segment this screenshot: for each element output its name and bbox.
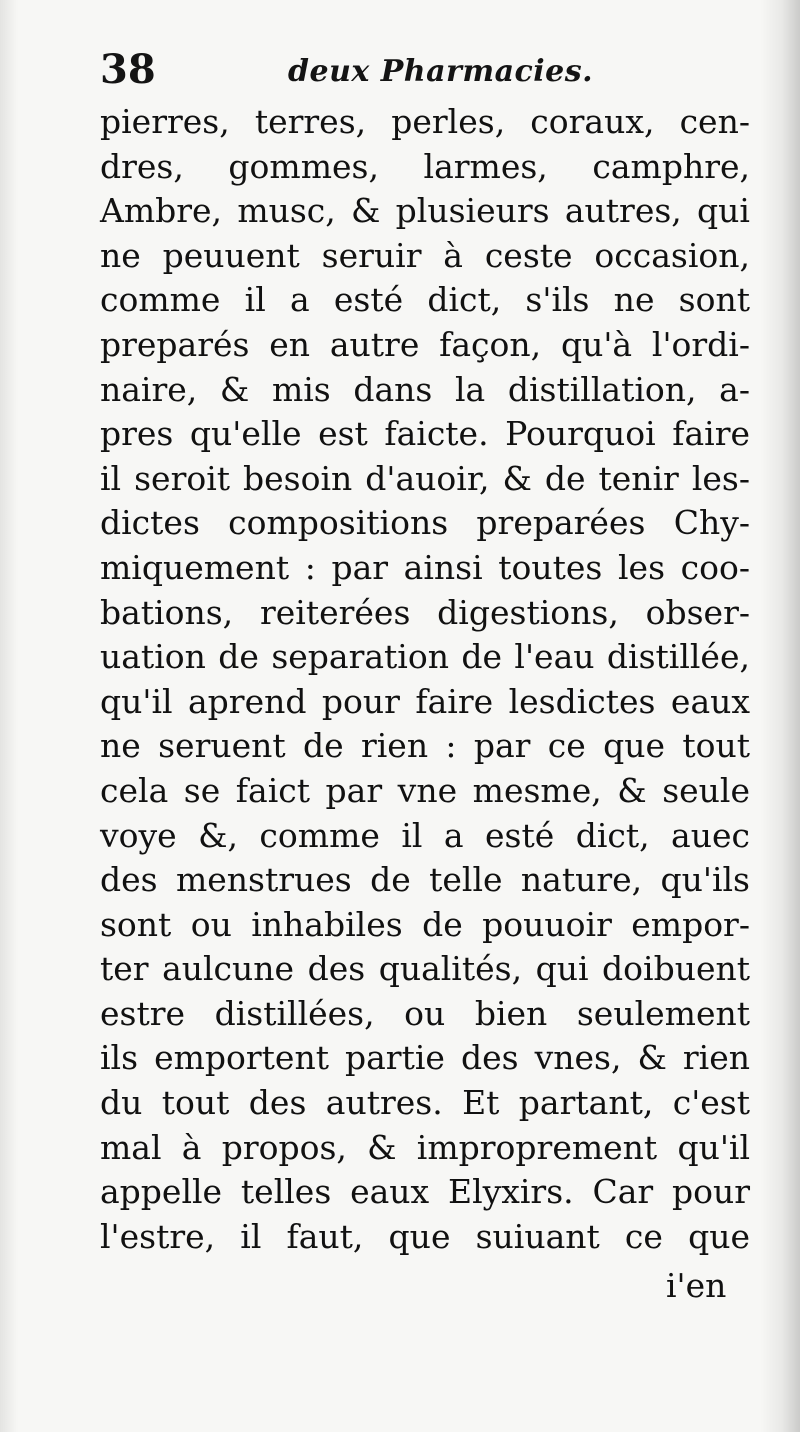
text-line: des menstrues de telle nature, qu'ils [100, 860, 750, 900]
text-line: dres, gommes, larmes, camphre, [100, 146, 750, 186]
text-line: il seroit besoin d'auoir, & de tenir les- [100, 458, 750, 498]
running-head: deux Pharmacies. [288, 54, 594, 89]
text-line: ils emportent partie des vnes, & rien [100, 1038, 750, 1078]
text-line: ter aulcune des qualités, qui doibuent [100, 949, 750, 989]
text-line: sont ou inhabiles de pouuoir empor- [100, 904, 750, 944]
text-line: uation de separation de l'eau distillée, [100, 637, 750, 677]
text-line: appelle telles eaux Elyxirs. Car pour [100, 1172, 750, 1212]
text-line: estre distillées, ou bien seulement [100, 993, 750, 1033]
text-line: ne seruent de rien : par ce que tout [100, 726, 750, 766]
text-line: voye &, comme il a esté dict, auec [100, 815, 750, 855]
text-line: qu'il aprend pour faire lesdictes eaux [100, 681, 750, 721]
text-line: ne peuuent seruir à ceste occasion, [100, 235, 750, 275]
text-line: dictes compositions preparées Chy- [100, 503, 750, 543]
text-line: du tout des autres. Et partant, c'est [100, 1083, 750, 1123]
text-line: pres qu'elle est faicte. Pourquoi faire [100, 414, 750, 454]
page-number: 38 [100, 46, 156, 93]
catchword: i'en [666, 1266, 727, 1305]
page-edge-shadow [0, 0, 18, 1432]
text-line: miquement : par ainsi toutes les coo- [100, 547, 750, 587]
text-line: l'estre, il faut, que suiuant ce que [100, 1216, 750, 1256]
text-line: bations, reiterées digestions, obser- [100, 592, 750, 632]
text-line: cela se faict par vne mesme, & seule [100, 770, 750, 810]
text-line: naire, & mis dans la distillation, a- [100, 369, 750, 409]
text-line: comme il a esté dict, s'ils ne sont [100, 280, 750, 320]
text-line: mal à propos, & improprement qu'il [100, 1127, 750, 1167]
text-line: Ambre, musc, & plusieurs autres, qui [100, 191, 750, 231]
page-header [100, 44, 740, 96]
text-line: preparés en autre façon, qu'à l'ordi- [100, 324, 750, 364]
body-text [100, 100, 750, 1259]
page-gutter-shadow [760, 0, 800, 1432]
text-line: pierres, terres, perles, coraux, cen- [100, 102, 750, 141]
